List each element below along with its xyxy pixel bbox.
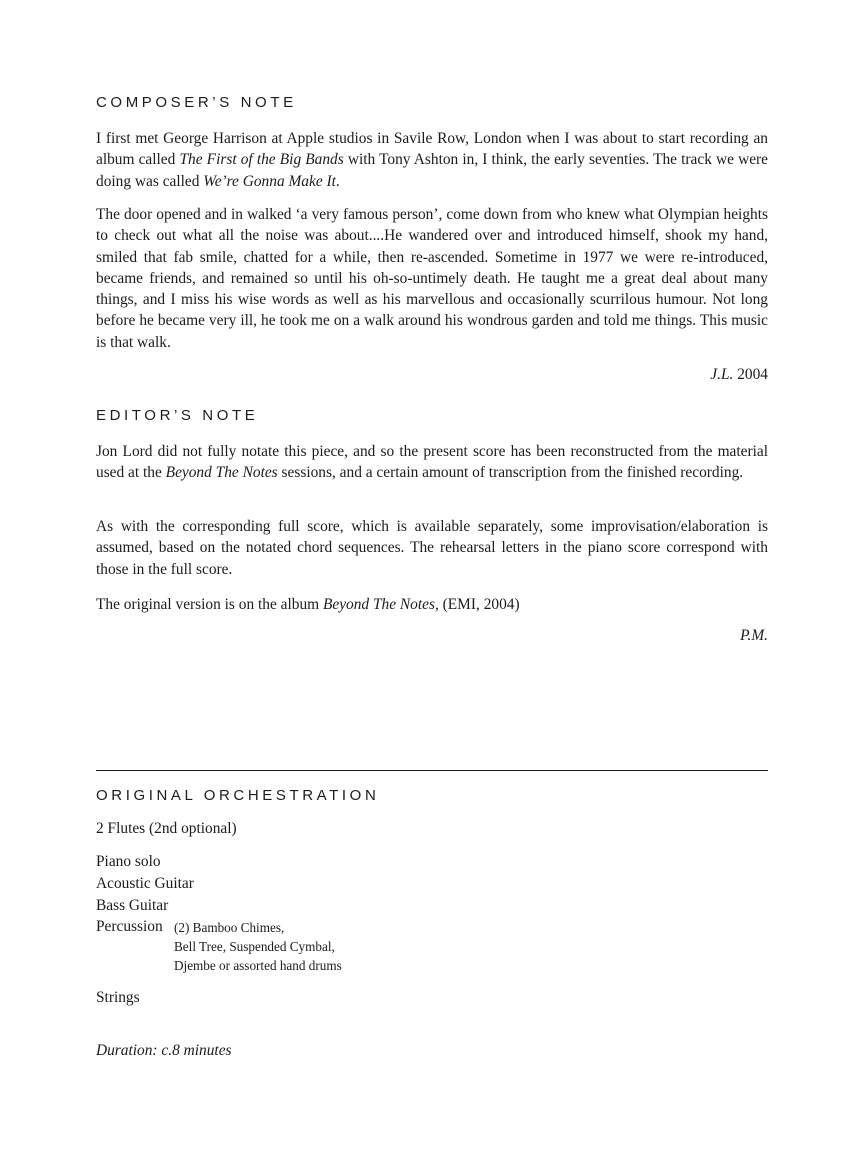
track-title: We’re Gonna Make It	[203, 172, 336, 190]
album-title: Beyond The Notes,	[322, 596, 439, 613]
orchestration-percussion-label: Percussion	[96, 918, 163, 935]
composers-note-text: .	[335, 172, 340, 190]
orchestration-piano: Piano solo	[96, 853, 161, 870]
composers-note-text: with Tony Ashton in, I think, the early seventies. The track we were doing was called	[96, 151, 768, 190]
duration-note: Duration: c.8 minutes	[96, 1042, 232, 1059]
editors-note-paragraph-1	[96, 441, 768, 484]
composers-note-text: I first met George Harrison at Apple studios in Savile Row, London when I was about to start recording an album called	[96, 130, 768, 169]
editors-note-text: sessions, and a certain amount of transcription from the finished recording.	[277, 464, 744, 482]
editors-note-paragraph-2: As with the corresponding full score, which is available separately, some improvisation/elaboration is assumed, based on the notated chord sequences. The rehearsal letters in the piano score correspond with those in the full score.	[96, 518, 768, 578]
album-title: Beyond The Notes	[165, 464, 278, 482]
editors-note-text: The original version is on the album	[96, 596, 323, 613]
composers-note-paragraph-1	[96, 128, 768, 192]
orchestration-heading: ORIGINAL ORCHESTRATION	[96, 787, 380, 804]
composer-initials: J.L.	[710, 366, 734, 383]
editors-note-paragraph-3	[96, 594, 768, 615]
percussion-detail: (2) Bamboo Chimes,	[174, 920, 285, 935]
composer-signature-year: 2004	[733, 366, 768, 383]
composers-note-paragraph-2: The door opened and in walked ‘a very famous person’, come down from who knew what Olympian heights to check out what all the noise was about....He wandered over and introduced himself, shook my hand, smiled that fab smile, chatted for a while, then re-ascended. Sometime in 1977 we were re-introduced, became friends, and remained so until his oh-so-untimely death. He taught me a great deal about many things, and I miss his wise words as well as his marvellous and occasionally scurrilous humour. Not long before he became very ill, he took me on a walk around his wondrous garden and told me things. This music is that walk.	[96, 206, 768, 351]
editors-note-text: (EMI, 2004)	[438, 596, 520, 613]
section-divider	[96, 770, 768, 771]
composers-note-heading: COMPOSER’S NOTE	[96, 94, 297, 111]
orchestration-bass-guitar: Bass Guitar	[96, 897, 169, 914]
orchestration-acoustic-guitar: Acoustic Guitar	[96, 875, 194, 892]
editors-note-text: Jon Lord did not fully notate this piece, and so the present score has been reconstructed from the material used at the	[96, 443, 768, 482]
editors-note-heading: EDITOR’S NOTE	[96, 407, 259, 424]
editor-signature	[568, 627, 768, 645]
orchestration-strings: Strings	[96, 989, 140, 1006]
percussion-detail: Djembe or assorted hand drums	[174, 958, 342, 973]
composer-signature	[568, 366, 768, 384]
editor-initials: P.M.	[740, 627, 768, 644]
album-title: The First of the Big Bands	[179, 151, 344, 169]
percussion-detail: Bell Tree, Suspended Cymbal,	[174, 939, 335, 954]
orchestration-flutes: 2 Flutes (2nd optional)	[96, 820, 237, 837]
